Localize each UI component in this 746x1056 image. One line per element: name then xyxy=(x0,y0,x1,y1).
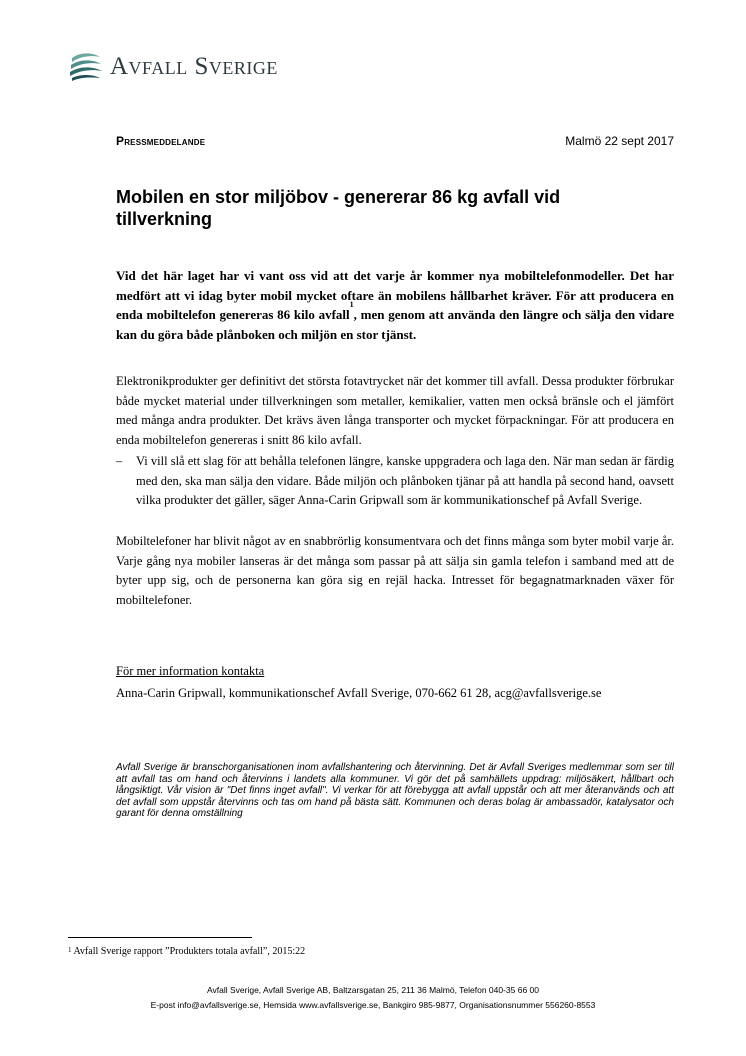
press-date: Malmö 22 sept 2017 xyxy=(565,134,674,148)
quote-paragraph xyxy=(116,452,674,511)
footnote xyxy=(68,946,305,957)
footer-contact: E-post info@avfallsverige.se, Hemsida www.avfallsverige.se, Bankgiro 985-9877, Organisationsnummer 556260-8553 xyxy=(150,1000,596,1010)
quote-text: Vi vill slå ett slag för att behålla telefonen längre, kanske uppgradera och laga den. När man sedan är färdig med den, ska man sälja den vidare. Både miljön och plånboken tjänar på att handla på second hand, oavsett vilka produkter det gäller, säger Anna-Carin Gripwall som är kommunikationschef på Avfall Sverige. xyxy=(136,454,674,507)
lead-paragraph xyxy=(116,266,674,344)
lead-text-end: , men genom att använda den längre och sälja den vidare kan du göra både plånboken och miljön en stor tjänst. xyxy=(116,307,674,342)
body-paragraph-1: Elektronikprodukter ger definitivt det största fotavtrycket när det kommer till avfall. Dessa produkter förbrukar både mycket material under tillverkningen som metaller, kemikalier, vatten men också bränsle och el jämfört med många andra produkter. Det krävs även långa transporter och mycket förpackningar. För att producera en enda mobiltelefon genereras i snitt 86 kilo avfall. xyxy=(116,374,674,447)
footnote-reference: 1 xyxy=(349,300,354,309)
organization-description: Avfall Sverige är branschorganisationen inom avfallshantering och återvinning. Det är Avfall Sveriges medlemmar som ser till att avfall tas om hand och återvinns i landets alla kommuner. Vi gör det på samhällets uppdrag: miljösäkert, hållbart och långsiktigt. Vår vision är "Det finns inget avfall". Vi verkar för att förebygga att avfall uppstår och att mer återanvänds och att det avfall som uppstår återvinns och tas om hand på bästa sätt. Kommunen och deras bolag är ambassadör, katalysator och garant för denna omställning xyxy=(116,762,674,819)
article-title: Mobilen en stor miljöbov - genererar 86 kg avfall vid tillverkning xyxy=(116,187,561,229)
footnote-text: Avfall Sverige rapport ”Produkters totala avfall”, 2015:22 xyxy=(71,946,306,957)
wave-logo-icon xyxy=(68,52,104,82)
document-type: Pressmeddelande xyxy=(116,134,206,148)
logo-text: Avfall Sverige xyxy=(110,53,278,80)
contact-details: Anna-Carin Gripwall, kommunikationschef Avfall Sverige, 070-662 61 28, acg@avfallsverige.se xyxy=(116,686,602,700)
quote-dash: – xyxy=(116,454,123,468)
lead-text-start: Vid det här laget har vi vant oss vid att det varje år kommer nya mobiltelefonmodeller. Det har medfört att vi idag byter mobil mycket oftare än mobilens hållbarhet kräver. För att producera en enda mobiltelefon genereras 86 kilo avfall xyxy=(116,268,674,322)
contact-heading: För mer information kontakta xyxy=(116,664,265,678)
footer-address: Avfall Sverige, Avfall Sverige AB, Baltzarsgatan 25, 211 36 Malmö, Telefon 040-35 66 00 xyxy=(206,985,540,995)
footnote-divider xyxy=(68,937,252,938)
body-paragraph-2: Mobiltelefoner har blivit något av en snabbrörlig konsumentvara och det finns många som byter mobil varje år. Varje gång nya mobiler lanseras är det många som passar på att sälja sin gamla telefon i samband med att de byter upp sig, och de personerna kan göra sig en rejäl hacka. Intresset för begagnatmarknaden växer för mobiltelefoner. xyxy=(116,534,674,607)
footnote-number: 1 xyxy=(68,946,72,954)
company-logo xyxy=(68,52,278,82)
